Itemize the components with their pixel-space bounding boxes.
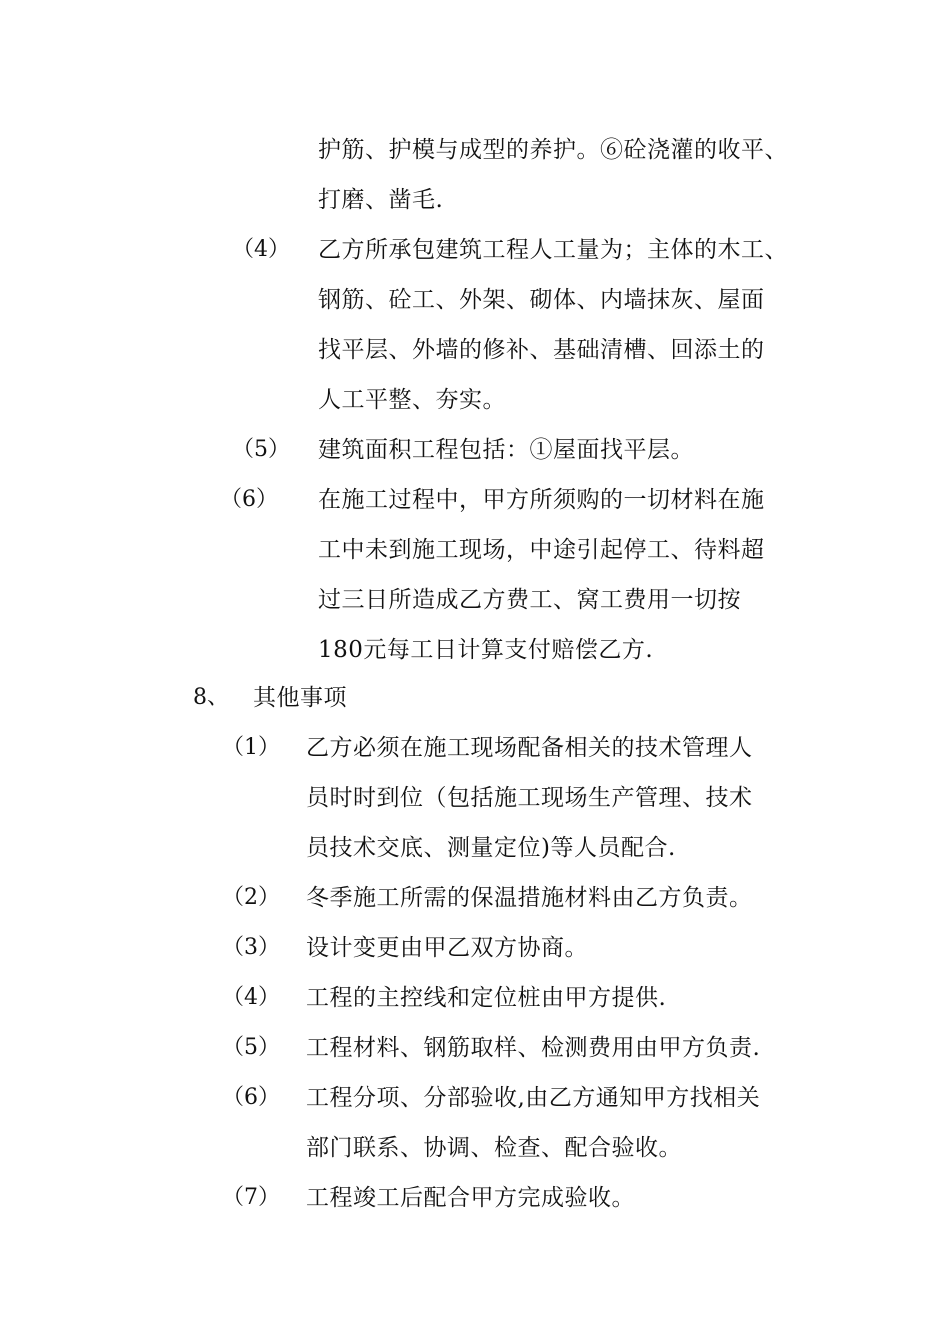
item-a4-line-2: 钢筋、砼工、外架、砌体、内墙抹灰、屋面 bbox=[318, 287, 765, 313]
item-b6-line-2: 部门联系、协调、检查、配合验收。 bbox=[306, 1135, 682, 1161]
item-b6-line-1: 工程分项、分部验收,由乙方通知甲方找相关 bbox=[306, 1085, 761, 1111]
section-8-title: 其他事项 bbox=[253, 685, 347, 711]
item-b7-line-1: 工程竣工后配合甲方完成验收。 bbox=[306, 1185, 635, 1211]
item-a6-line-3: 过三日所造成乙方费工、窝工费用一切按 bbox=[318, 587, 741, 613]
item-a5-line-1: 建筑面积工程包括：①屋面找平层。 bbox=[318, 437, 694, 463]
item-b6-number: （6） bbox=[222, 1085, 280, 1110]
item-a6-line-4: 180元每工日计算支付赔偿乙方. bbox=[318, 637, 654, 663]
item-b3-number: （3） bbox=[222, 935, 280, 960]
item-b4-number: （4） bbox=[222, 985, 280, 1010]
item-b1-line-2: 员时时到位（包括施工现场生产管理、技术 bbox=[306, 785, 753, 811]
item-b5-number: （5） bbox=[222, 1035, 280, 1060]
item-b1-line-1: 乙方必须在施工现场配备相关的技术管理人 bbox=[306, 735, 753, 761]
item-b1-number: （1） bbox=[222, 735, 280, 760]
continuation-line-2: 打磨、凿毛. bbox=[318, 187, 444, 213]
item-a4-line-3: 找平层、外墙的修补、基础清槽、回添土的 bbox=[318, 337, 765, 363]
item-b4-line-1: 工程的主控线和定位桩由甲方提供. bbox=[306, 985, 667, 1011]
item-a6-line-2: 工中未到施工现场，中途引起停工、待料超 bbox=[318, 537, 765, 563]
item-b5-line-1: 工程材料、钢筋取样、检测费用由甲方负责. bbox=[306, 1035, 761, 1061]
item-b2-line-1: 冬季施工所需的保温措施材料由乙方负责。 bbox=[306, 885, 753, 911]
item-b3-line-1: 设计变更由甲乙双方协商。 bbox=[306, 935, 588, 961]
section-8-number: 8、 bbox=[193, 685, 229, 710]
continuation-line-1: 护筋、护模与成型的养护。⑥砼浇灌的收平、 bbox=[318, 137, 788, 163]
item-a4-number: （4） bbox=[232, 237, 290, 262]
item-a6-line-1: 在施工过程中，甲方所须购的一切材料在施 bbox=[318, 487, 765, 513]
item-a5-number: （5） bbox=[232, 437, 290, 462]
item-a4-line-1: 乙方所承包建筑工程人工量为；主体的木工、 bbox=[318, 237, 788, 263]
item-a6-number: （6） bbox=[220, 487, 278, 512]
item-a4-line-4: 人工平整、夯实。 bbox=[318, 387, 506, 413]
item-b1-line-3: 员技术交底、测量定位)等人员配合. bbox=[306, 835, 676, 861]
item-b7-number: （7） bbox=[222, 1185, 280, 1210]
item-b2-number: （2） bbox=[222, 885, 280, 910]
